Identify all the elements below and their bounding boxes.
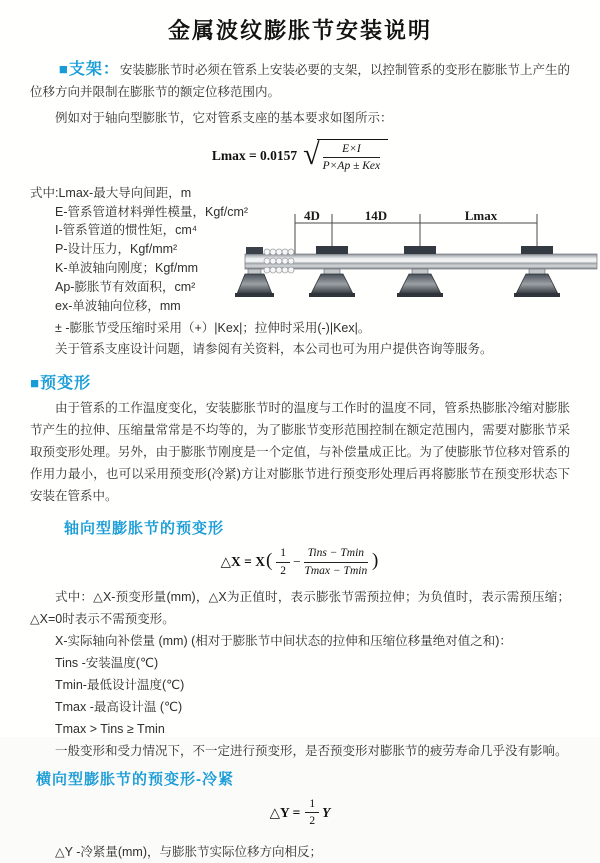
axial-formula xyxy=(30,546,570,578)
temperature-denominator: Tmax − Tmin xyxy=(304,564,368,577)
axial-item: X-实际轴向补偿量 (mm) (相对于膨胀节中间状态的拉伸和压缩位移量绝对值之和)： xyxy=(55,634,512,649)
pipe-support-diagram xyxy=(245,207,597,310)
minus-sign: − xyxy=(293,554,301,570)
definition-item: I-管系管道的惯性矩，cm⁴ xyxy=(55,223,198,238)
half-numerator: 1 xyxy=(305,797,319,813)
bellows-coils xyxy=(264,249,294,273)
temperature-fraction xyxy=(304,546,368,578)
section-square-icon: ■ xyxy=(30,375,40,393)
lateral-formula-lhs: △Y = xyxy=(269,804,301,820)
definition-item: K-单波轴向刚度；Kgf/mm xyxy=(55,260,199,275)
half-fraction xyxy=(305,797,319,829)
predeform-section-heading: 预变形 xyxy=(40,375,92,393)
section-square-icon: ■ xyxy=(58,61,68,78)
lmax-formula xyxy=(30,139,570,174)
lateral-formula xyxy=(30,797,570,829)
open-paren: ( xyxy=(265,550,273,572)
support-intro-text: 安装膨胀节时必须在管系上安装必要的支架，以控制管系的变形在膨胀节上产生的位移方向并限制在膨胀节的额定位移范围内。 xyxy=(30,63,570,99)
definition-item: ex-单波轴向位移，mm xyxy=(55,298,181,313)
consult-note: 关于管系支座设计问题，请参阅有关资料，本公司也可为用户提供咨询等服务。 xyxy=(55,342,493,357)
half-denominator: 2 xyxy=(280,564,287,577)
lateral-note: △Y -冷紧量(mm)，与膨胀节实际位移方向相反； xyxy=(55,844,323,859)
temperature-numerator: Tins − Tmin xyxy=(304,546,368,562)
lmax-fraction-denominator: P×Ap ± Kex xyxy=(322,160,381,173)
close-paren: ) xyxy=(372,550,379,572)
axial-subheading: 轴向型膨胀节的预变形 xyxy=(64,520,225,538)
axial-formula-lhs: △X = X xyxy=(220,554,265,570)
axial-explain: 式中：△X-预变形量(mm)，△X为正值时，表示膨张节需预拉伸；为负值时，表示需预压缩；△X=0时表示不需预变形。 xyxy=(30,590,570,627)
guide-support xyxy=(514,246,560,297)
predeform-heading-row xyxy=(30,370,570,393)
definition-item: P-设计压力，Kgf/mm² xyxy=(55,242,178,257)
axial-item: Tmin-最低设计温度(℃) xyxy=(55,678,185,693)
sqrt-radical xyxy=(303,139,388,174)
sqrt-body xyxy=(317,139,389,174)
definition-item: 式中:Lmax-最大导向间距，m xyxy=(30,185,192,200)
sqrt-sign: √ xyxy=(303,138,320,171)
axial-item: Tins -安装温度(℃) xyxy=(55,656,159,671)
axial-item: Tmax -最高设计温 (℃) xyxy=(55,700,183,715)
lmax-fraction-numerator: E×I xyxy=(323,142,381,158)
half-fraction xyxy=(276,546,290,578)
predeform-body: 由于管系的工作温度变化，安装膨胀节时的温度与工作时的温度不同，管系热膨胀冷缩对膨胀节产生的拉伸、压缩量常常是不均等的，为了膨胀节变形范围控制在额定范围内，需要对膨胀节采取预变形处理。另外，由于膨胀节刚度是一个定值，与补偿量成正比。为了使膨胀节位移对管系的作用力最小，也可以采用预变形(冷紧)方让对膨胀节进行预变形处理后再将膨胀节在预变形状态下安装在管系中。 xyxy=(30,401,570,504)
dim-label-4d: 4D xyxy=(304,207,320,223)
support-section-heading: 支架： xyxy=(68,61,120,78)
axial-item: Tmax > Tins ≥ Tmin xyxy=(55,722,165,737)
page-title: 金属波纹膨胀节安装说明 xyxy=(167,18,432,43)
lateral-subheading: 横向型膨胀节的预变形-冷紧 xyxy=(36,771,234,789)
lmax-fraction xyxy=(323,142,381,174)
definitions-and-diagram xyxy=(30,184,570,316)
axial-items-list xyxy=(30,630,570,762)
support-intro-paragraph xyxy=(30,59,570,103)
guide-support xyxy=(397,246,443,297)
plusminus-note: ± -膨胀节受压缩时采用（+）|Kex|；拉伸时采用(-)|Kex|。 xyxy=(55,321,371,336)
guide-support xyxy=(309,246,355,297)
support-example-line: 例如对于轴向型膨胀节，它对管系支座的基本要求如图所示： xyxy=(55,111,393,125)
dim-label-lmax: Lmax xyxy=(464,207,498,223)
half-numerator: 1 xyxy=(276,546,290,562)
lateral-formula-rhs: Y xyxy=(322,804,331,820)
lmax-formula-lhs: Lmax = 0.0157 xyxy=(211,148,298,164)
definition-item: E-管系管道材料弹性模量，Kgf/cm² xyxy=(55,204,249,219)
definition-item: Ap-膨胀节有效面积，cm² xyxy=(55,279,196,294)
dim-label-14d: 14D xyxy=(364,207,388,223)
pipe xyxy=(245,254,597,269)
half-denominator: 2 xyxy=(309,815,316,828)
axial-item: 一般变形和受力情况下，不一定进行预变形，是否预变形对膨胀节的疲劳寿命几乎没有影响。 xyxy=(55,744,568,759)
